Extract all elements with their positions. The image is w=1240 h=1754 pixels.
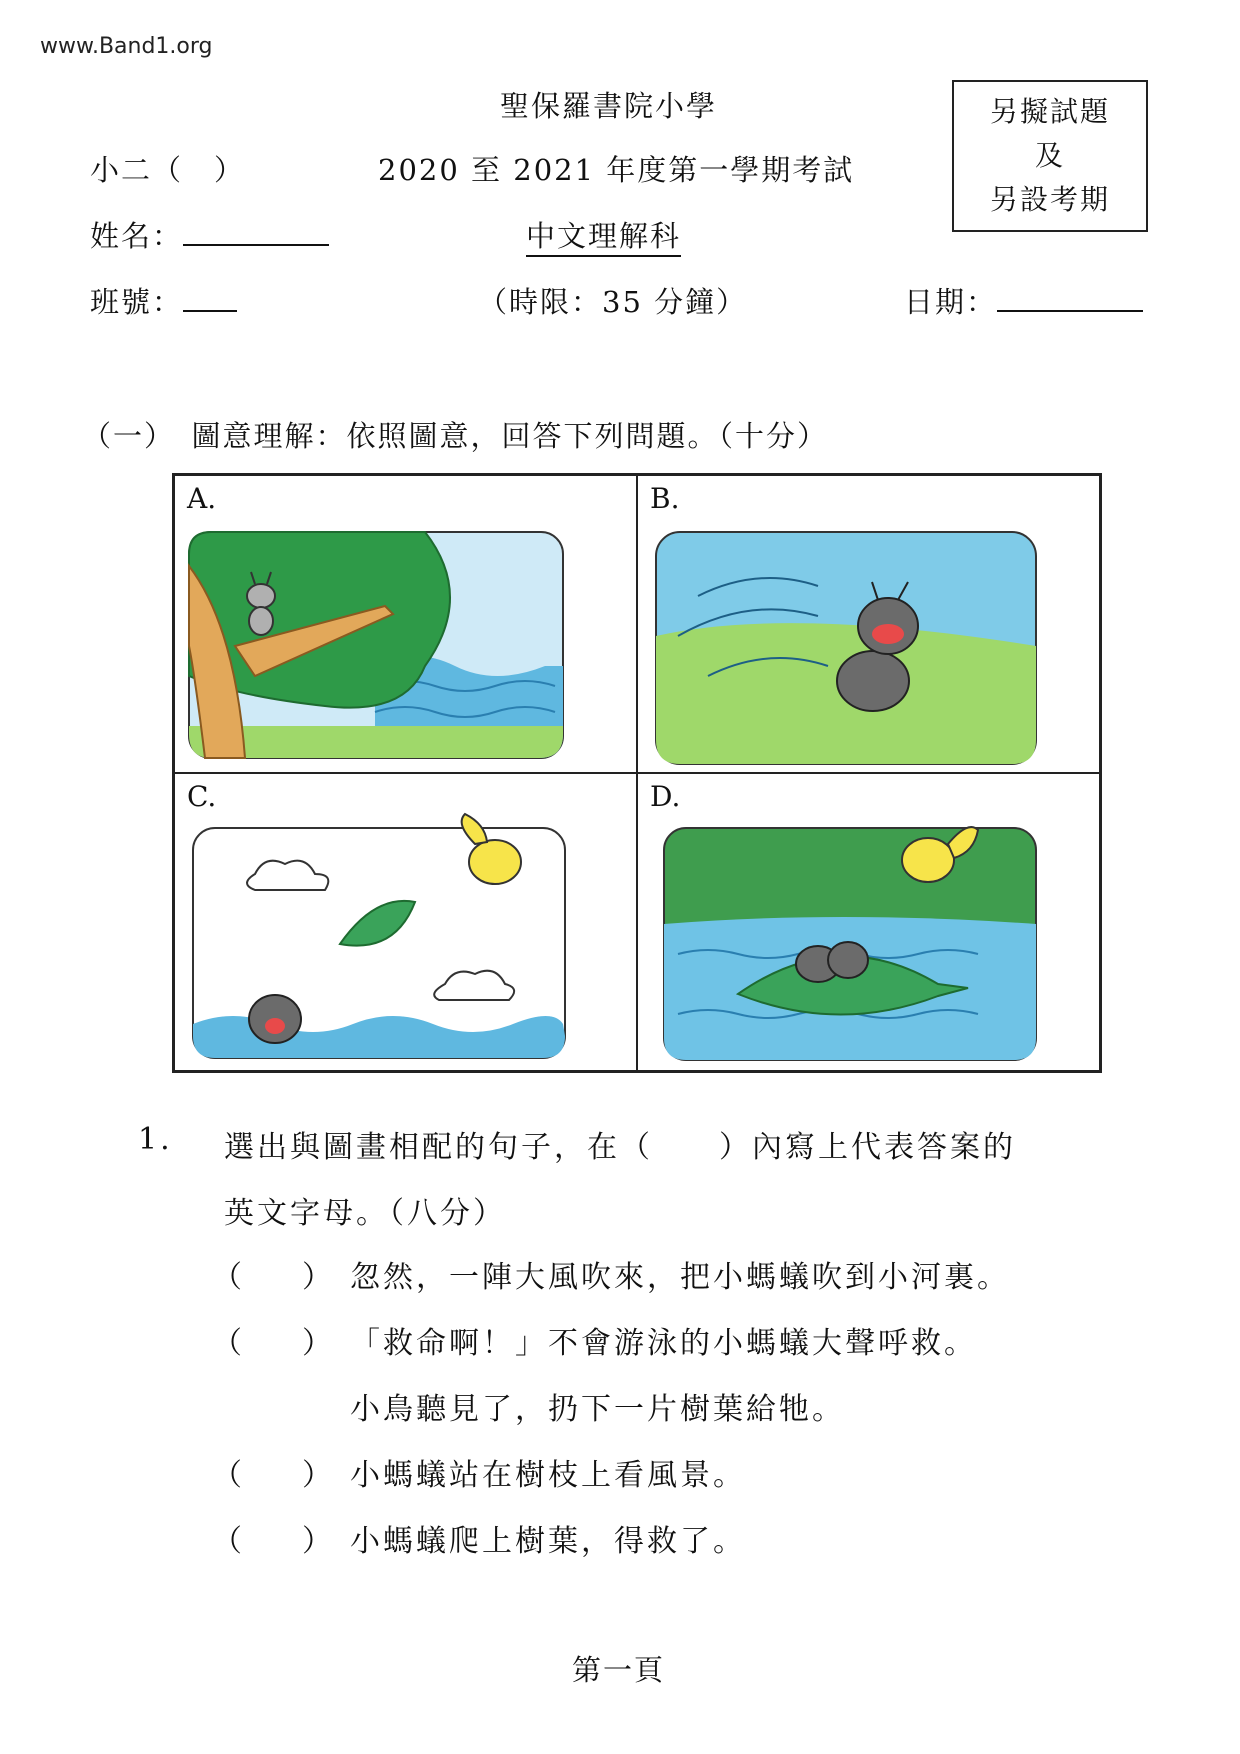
picture-a-letter: A.	[187, 482, 217, 515]
picture-a	[174, 475, 637, 773]
subject-text: 中文理解科	[526, 219, 681, 257]
page-number: 第一頁	[572, 1653, 666, 1687]
section-heading: （一） 圖意理解：依照圖意，回答下列問題。（十分）	[82, 419, 829, 453]
ant-on-leaf-picture	[638, 774, 1099, 1070]
exam-notice-line2: 及	[1034, 139, 1065, 172]
exam-notice-line3: 另設考期	[989, 183, 1110, 216]
answer-sentence-3: 小螞蟻站在樹枝上看風景。	[350, 1458, 746, 1493]
picture-c	[174, 773, 637, 1071]
exam-notice-line1: 另擬試題	[989, 95, 1110, 128]
answer-paren-4[interactable]: （ ）	[212, 1524, 332, 1559]
exam-title: 2020 至 2021 年度第一學期考試	[378, 153, 855, 187]
picture-d	[637, 773, 1100, 1071]
class-label: 小二（ ）	[90, 153, 246, 187]
question-line2: 英文字母。（八分）	[224, 1196, 506, 1231]
ant-in-river-bird-drops-leaf-picture	[175, 774, 636, 1070]
subject-title	[526, 214, 681, 255]
answer-sentence-2: 「救命啊！」不會游泳的小螞蟻大聲呼救。	[350, 1326, 977, 1361]
answer-paren-2[interactable]: （ ）	[212, 1326, 332, 1361]
picture-d-letter: D.	[650, 780, 681, 813]
ant-blown-by-wind-picture	[638, 476, 1099, 772]
ant-on-branch-picture	[175, 476, 636, 772]
date-label: 日期：	[904, 285, 998, 319]
name-label: 姓名：	[90, 219, 184, 253]
answer-sentence-4: 小螞蟻爬上樹葉，得救了。	[350, 1524, 746, 1559]
name-blank[interactable]	[183, 218, 329, 246]
answer-sentence-1: 忽然，一陣大風吹來，把小螞蟻吹到小河裏。	[350, 1260, 1010, 1295]
picture-b-letter: B.	[650, 482, 680, 515]
answer-sentence-2-cont: 小鳥聽見了，扔下一片樹葉給牠。	[350, 1392, 845, 1427]
picture-c-letter: C.	[187, 780, 217, 813]
site-url: www.Band1.org	[40, 34, 213, 59]
answer-paren-3[interactable]: （ ）	[212, 1458, 332, 1493]
school-name: 聖保羅書院小學	[500, 89, 718, 123]
answer-paren-1[interactable]: （ ）	[212, 1260, 332, 1295]
exam-notice-box	[952, 80, 1148, 232]
picture-b	[637, 475, 1100, 773]
time-limit: （時限：35 分鐘）	[478, 285, 748, 319]
question-line1: 選出與圖畫相配的句子，在（ ）內寫上代表答案的	[224, 1130, 1016, 1165]
number-blank[interactable]	[183, 284, 237, 312]
date-blank[interactable]	[997, 284, 1143, 312]
name-field[interactable]	[90, 214, 329, 255]
number-field[interactable]	[90, 280, 237, 321]
picture-grid	[172, 473, 1102, 1073]
number-label: 班號：	[90, 285, 184, 319]
date-field[interactable]	[904, 280, 1143, 321]
question-number: 1.	[138, 1122, 173, 1157]
